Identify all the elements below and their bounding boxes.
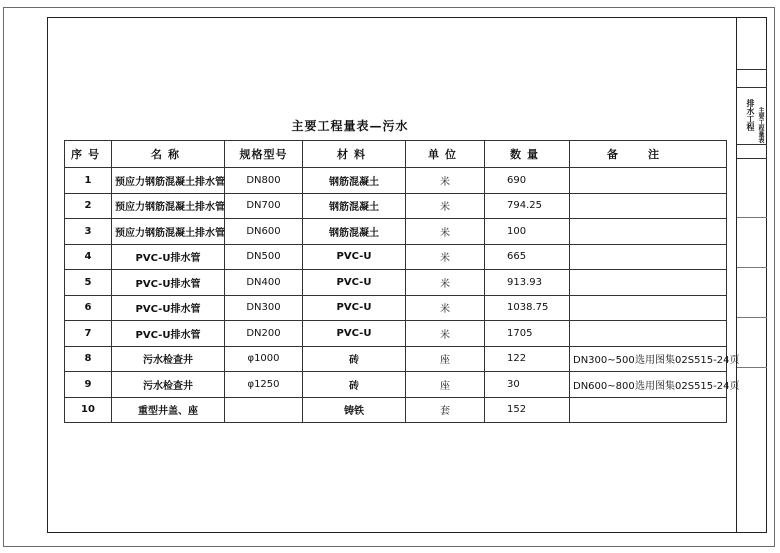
- table-row: [65, 168, 727, 194]
- cell-unit: 座: [406, 372, 485, 398]
- cell-unit: 米: [406, 321, 485, 347]
- column-header-material: 材料: [303, 141, 406, 168]
- cell-remarks: [570, 321, 727, 347]
- table-row: [65, 321, 727, 347]
- title-block-rule: [737, 217, 767, 218]
- title-block-rule: [737, 144, 767, 145]
- cell-remarks: [570, 397, 727, 423]
- column-header-unit: 单位: [406, 141, 485, 168]
- cell-remarks: [570, 168, 727, 194]
- column-header-quantity: 数量: [485, 141, 570, 168]
- table-row: [65, 270, 727, 296]
- column-header-remarks: 备注: [570, 141, 727, 168]
- cell-spec: DN700: [225, 193, 303, 219]
- cell-unit: 米: [406, 244, 485, 270]
- cell-remarks: [570, 219, 727, 245]
- table-row: [65, 193, 727, 219]
- cell-name: 污水检查井: [112, 372, 225, 398]
- cell-spec: DN200: [225, 321, 303, 347]
- cell-quantity: 913.93: [485, 270, 570, 296]
- cell-material: PVC-U: [303, 244, 406, 270]
- cell-unit: 米: [406, 219, 485, 245]
- cell-material: PVC-U: [303, 270, 406, 296]
- cell-remarks: [570, 244, 727, 270]
- cell-number: 10: [65, 397, 112, 423]
- cell-material: PVC-U: [303, 321, 406, 347]
- title-block-rule: [737, 317, 767, 318]
- remark-atlas-reference: 选用图集02S515-24页: [635, 355, 740, 367]
- title-block-rule: [737, 158, 767, 159]
- cell-number: 1: [65, 168, 112, 194]
- cell-number: 3: [65, 219, 112, 245]
- cell-spec: [225, 397, 303, 423]
- cell-unit: 米: [406, 295, 485, 321]
- cell-quantity: 122: [485, 346, 570, 372]
- title-block: [736, 17, 767, 533]
- cell-quantity: 30: [485, 372, 570, 398]
- cell-unit: 米: [406, 168, 485, 194]
- cell-number: 8: [65, 346, 112, 372]
- cell-material: 砖: [303, 372, 406, 398]
- table-row: [65, 219, 727, 245]
- title-block-rule: [737, 69, 767, 70]
- cell-number: 7: [65, 321, 112, 347]
- remark-pipe-range: DN600~800: [573, 380, 635, 392]
- cell-quantity: 152: [485, 397, 570, 423]
- table-header-row: [65, 141, 727, 168]
- cell-remarks: [570, 372, 740, 398]
- cell-spec: DN400: [225, 270, 303, 296]
- cell-number: 4: [65, 244, 112, 270]
- cell-name: PVC-U排水管: [112, 270, 225, 296]
- cell-name: 重型井盖、座: [112, 397, 225, 423]
- table-row: [65, 295, 727, 321]
- cell-unit: 米: [406, 193, 485, 219]
- cell-unit: 米: [406, 270, 485, 296]
- cell-number: 5: [65, 270, 112, 296]
- cell-remarks: [570, 270, 727, 296]
- column-header-number: 序号: [65, 141, 112, 168]
- project-name: 排水工程: [746, 99, 755, 131]
- remark-pipe-range: DN300~500: [573, 355, 635, 367]
- table-title: 主要工程量表—污水: [291, 119, 409, 133]
- cell-unit: 座: [406, 346, 485, 372]
- cell-spec: DN800: [225, 168, 303, 194]
- cell-material: 钢筋混凝土: [303, 219, 406, 245]
- title-block-rule: [737, 367, 767, 368]
- remark-atlas-reference: 选用图集02S515-24页: [635, 380, 740, 392]
- quantity-table: [64, 140, 740, 423]
- cell-quantity: 690: [485, 168, 570, 194]
- table-row: [65, 346, 727, 372]
- cell-material: 钢筋混凝土: [303, 193, 406, 219]
- table-row: [65, 244, 727, 270]
- cell-number: 6: [65, 295, 112, 321]
- cell-spec: DN300: [225, 295, 303, 321]
- drawing-name: 主要工程量表: [757, 107, 764, 143]
- cell-name: PVC-U排水管: [112, 295, 225, 321]
- cell-material: 砖: [303, 346, 406, 372]
- cell-material: PVC-U: [303, 295, 406, 321]
- cell-remarks: [570, 295, 727, 321]
- cell-name: 预应力钢筋混凝土排水管: [112, 168, 225, 194]
- cell-name: PVC-U排水管: [112, 244, 225, 270]
- title-block-rule: [737, 267, 767, 268]
- cell-remarks: [570, 193, 727, 219]
- column-header-spec: 规格型号: [225, 141, 303, 168]
- cell-name: 预应力钢筋混凝土排水管: [112, 219, 225, 245]
- cell-quantity: 100: [485, 219, 570, 245]
- cell-quantity: 1038.75: [485, 295, 570, 321]
- table-row: [65, 372, 727, 398]
- cell-material: 铸铁: [303, 397, 406, 423]
- cell-remarks: [570, 346, 740, 372]
- title-block-rule: [737, 87, 767, 88]
- cell-number: 9: [65, 372, 112, 398]
- cell-spec: DN500: [225, 244, 303, 270]
- cell-name: 预应力钢筋混凝土排水管: [112, 193, 225, 219]
- cell-unit: 套: [406, 397, 485, 423]
- table-row: [65, 397, 727, 423]
- cell-name: PVC-U排水管: [112, 321, 225, 347]
- cell-material: 钢筋混凝土: [303, 168, 406, 194]
- column-header-name: 名称: [112, 141, 225, 168]
- cell-spec: DN600: [225, 219, 303, 245]
- cell-quantity: 1705: [485, 321, 570, 347]
- cell-spec: φ1250: [225, 372, 303, 398]
- cell-spec: φ1000: [225, 346, 303, 372]
- cell-quantity: 665: [485, 244, 570, 270]
- cell-name: 污水检查井: [112, 346, 225, 372]
- cell-number: 2: [65, 193, 112, 219]
- cell-quantity: 794.25: [485, 193, 570, 219]
